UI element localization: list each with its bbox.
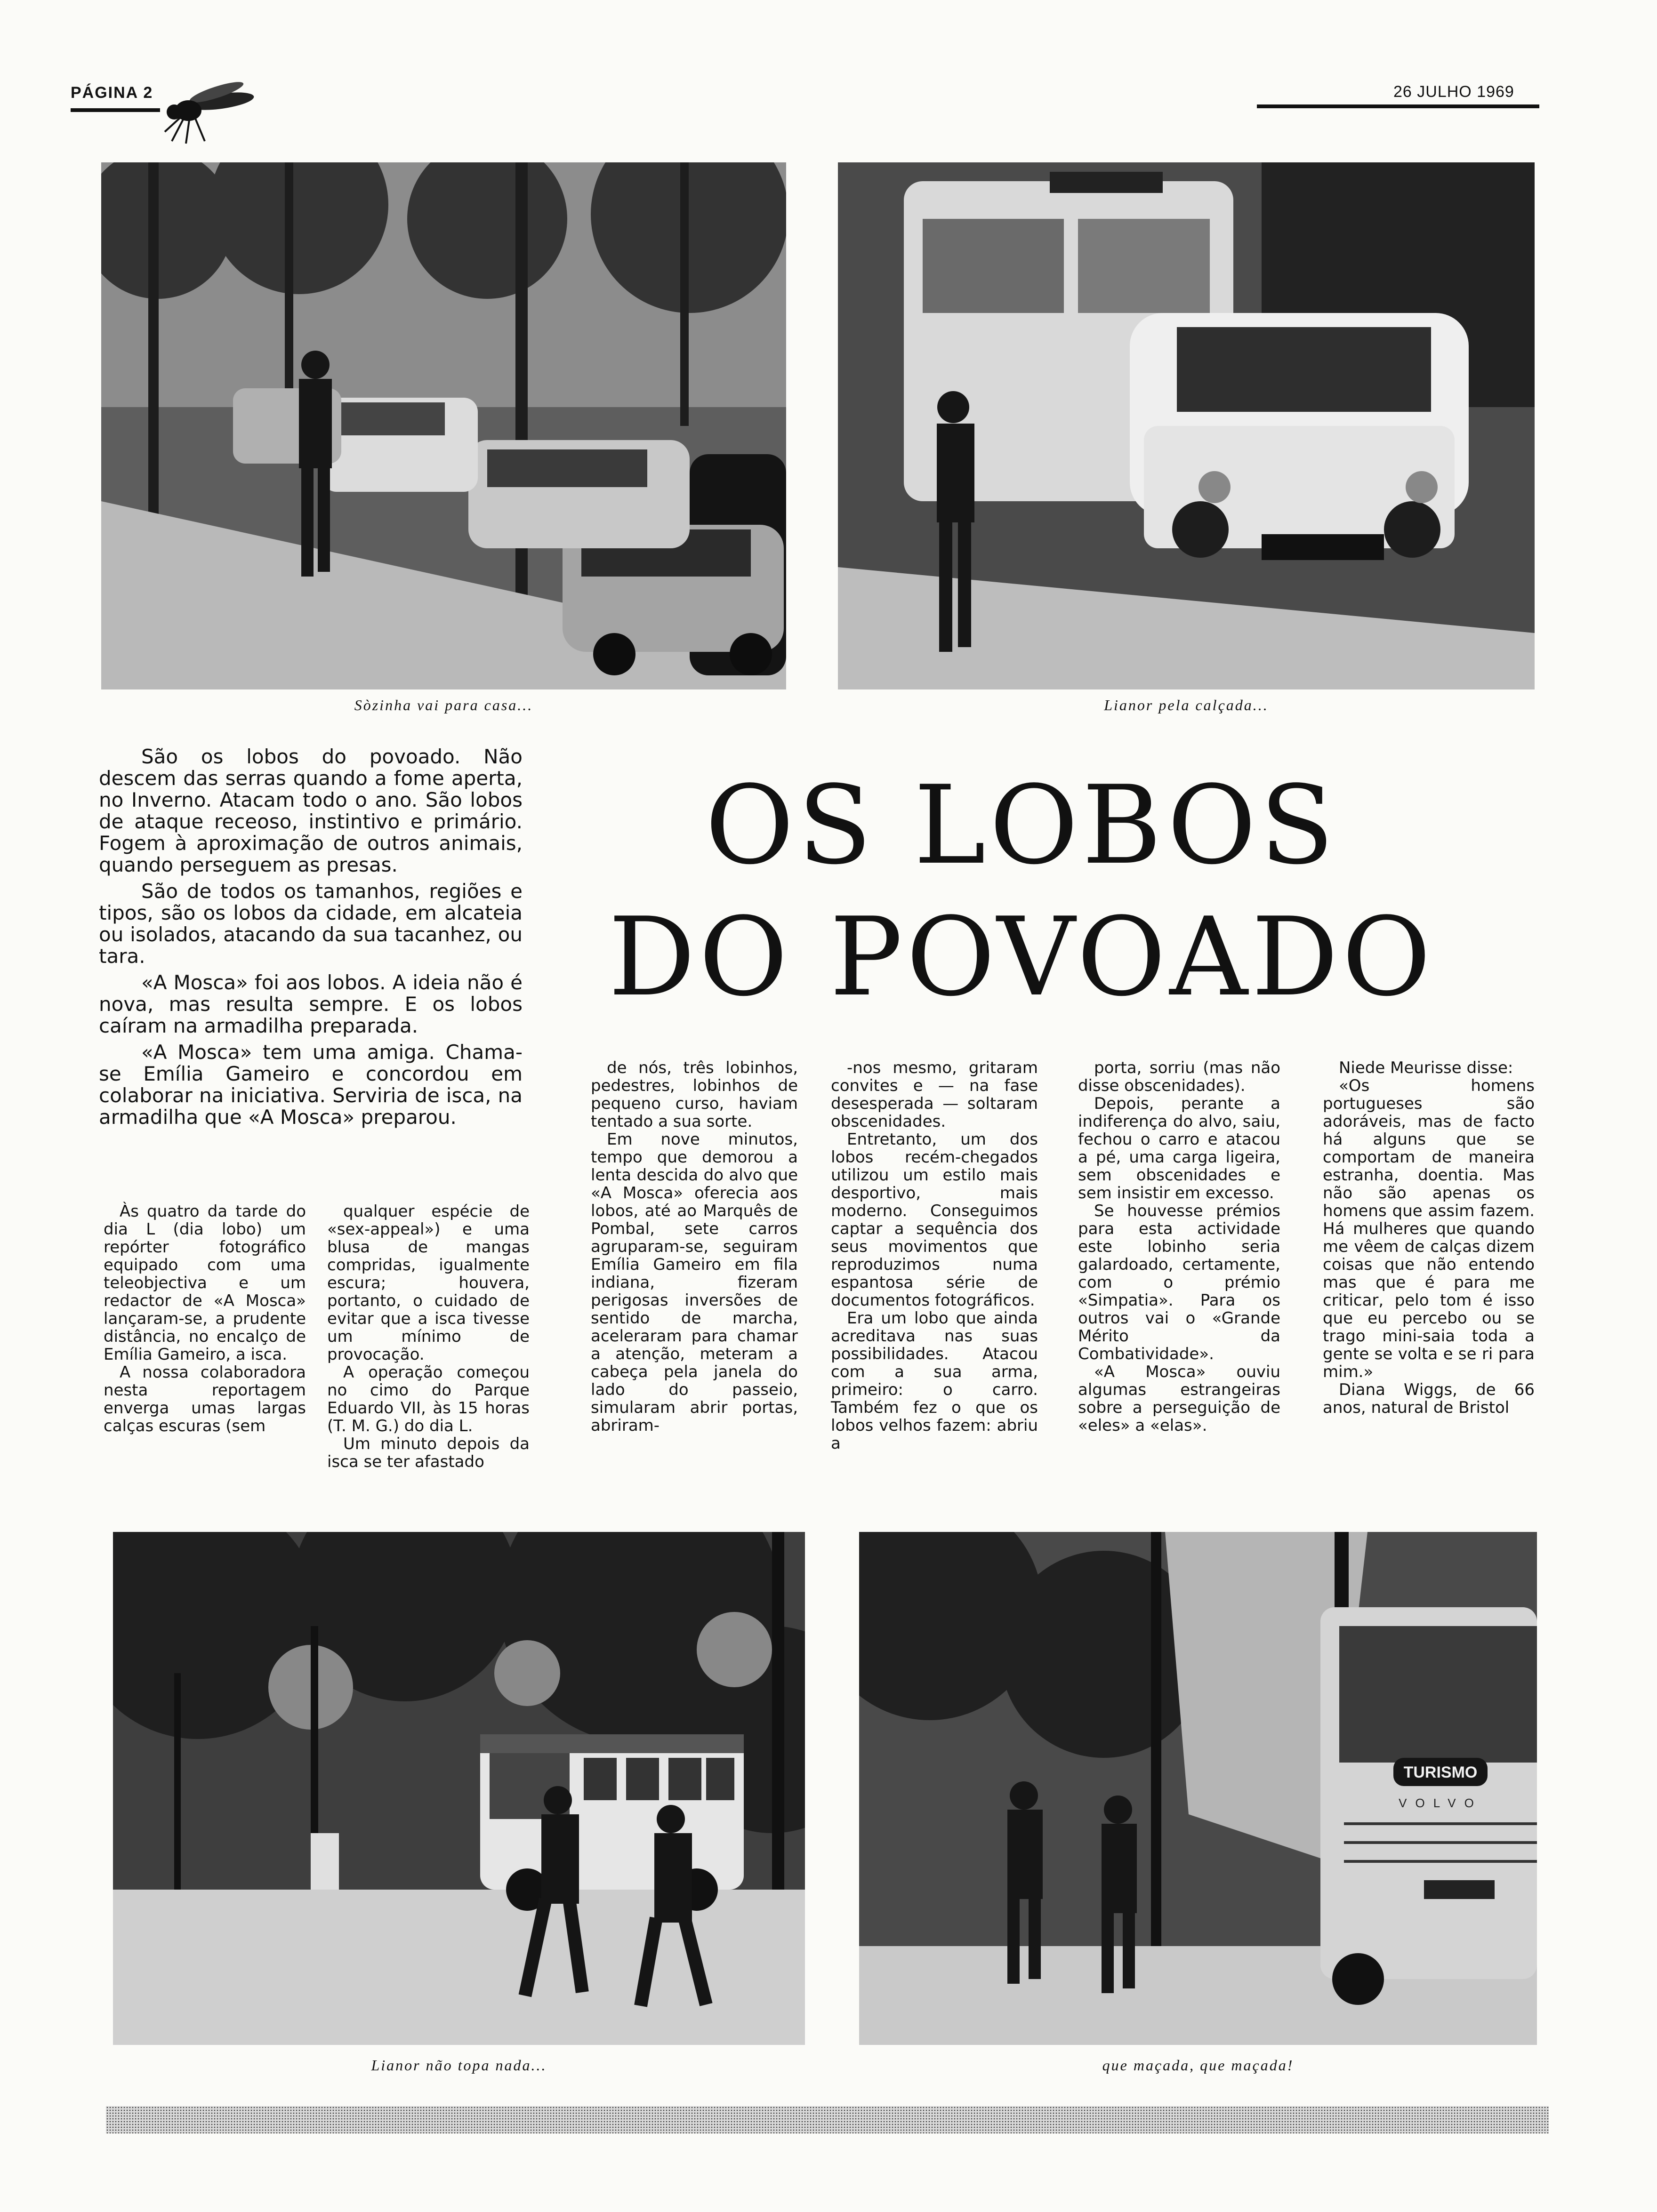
article-column-5 bbox=[1078, 1059, 1280, 1435]
column-paragraph: A operação começou no cimo do Parque Eduardo VII, às 15 horas (T. M. G.) do dia L. bbox=[327, 1363, 530, 1435]
lead-paragraph: «A Mosca» tem uma amiga. Chama-se Emília Gameiro e concordou em colaborar na iniciativa. Serviria de isca, na armadilha que «A Mosca» preparou. bbox=[99, 1041, 523, 1129]
column-paragraph: Um minuto depois da isca se ter afastado bbox=[327, 1435, 530, 1471]
caption-bottom-right: que maçada, que maçada! bbox=[1102, 2057, 1294, 2074]
bus-sign-text: TURISMO bbox=[1403, 1763, 1478, 1781]
column-paragraph: Se houvesse prémios para esta actividade este lobinho seria galardoado, certamente, com o prémio «Simpatia». Para os outros vai o «Grande Mérito da Combatividade». bbox=[1078, 1202, 1280, 1363]
column-paragraph: Depois, perante a indiferença do alvo, saiu, fechou o carro e atacou a pé, uma carga ligeira, sem obscenidades e sem insistir em excesso. bbox=[1078, 1094, 1280, 1202]
photo-woman-near-bus-and-car bbox=[838, 162, 1535, 689]
column-paragraph: Era um lobo que ainda acreditava nas suas possibilidades. Atacou com a sua arma, primeiro: o carro. Também fez o que os lobos velhos fazem: abriu a bbox=[831, 1309, 1038, 1453]
footer-halftone-bar bbox=[106, 2106, 1549, 2133]
column-paragraph: Diana Wiggs, de 66 anos, natural de Bristol bbox=[1323, 1380, 1535, 1417]
header-rule-left bbox=[71, 108, 160, 112]
article-column-4 bbox=[831, 1059, 1038, 1452]
photo-woman-walking-street bbox=[101, 162, 786, 689]
page-number: PÁGINA 2 bbox=[71, 84, 153, 102]
article-lead bbox=[99, 746, 523, 1133]
column-paragraph: «Os homens portugueses são adoráveis, mas de facto há alguns que se comportam de maneira estranha, doentia. Mas não são apenas os homens que assim fazem. Há mulheres que quando me vêem de calças dizem coisas que não entendo mas que é para me criticar, pelo tom é isso que eu percebo ou se trago mini-saia toda a gente se volta e se ri para mim.» bbox=[1323, 1076, 1535, 1381]
column-paragraph: Às quatro da tarde do dia L (dia lobo) um repórter fotográfico equipado com uma teleobjectiva e um redactor de «A Mosca» lançaram-se, a prudente distância, no encalço de Emília Gameiro, a isca. bbox=[104, 1202, 306, 1364]
column-paragraph: de nós, três lobinhos, pedestres, lobinhos de pequeno curso, haviam tentado a sua sorte. bbox=[591, 1058, 798, 1131]
caption-top-right: Lianor pela calçada... bbox=[1104, 697, 1269, 713]
column-paragraph: Niede Meurisse disse: bbox=[1339, 1058, 1513, 1077]
headline-line-1: OS LOBOS bbox=[705, 763, 1338, 889]
header-rule-right bbox=[1257, 104, 1539, 108]
headline-line-2: DO POVOADO bbox=[608, 895, 1435, 1020]
lead-paragraph: São de todos os tamanhos, regiões e tipos, são os lobos da cidade, em alcateia ou isolados, atacando da sua tacanhez, ou tara. bbox=[99, 880, 523, 968]
bus-brand-text: VOLVO bbox=[1399, 1796, 1482, 1810]
column-paragraph: «A Mosca» ouviu algumas estrangeiras sobre a perseguição de «eles» a «elas». bbox=[1078, 1362, 1280, 1435]
photo-couple-walking-park bbox=[113, 1532, 805, 2045]
column-paragraph: A nossa colaboradora nesta reportagem enverga umas largas calças escuras (sem bbox=[104, 1363, 306, 1435]
article-column-6 bbox=[1323, 1059, 1535, 1417]
article-column-2 bbox=[327, 1202, 530, 1471]
article-column-1 bbox=[104, 1202, 306, 1435]
photo-pedestrians-near-tourism-bus bbox=[859, 1532, 1537, 2045]
caption-bottom-left: Lianor não topa nada... bbox=[371, 2057, 547, 2074]
issue-date: 26 JULHO 1969 bbox=[1393, 83, 1514, 101]
column-paragraph: qualquer espécie de «sex-appeal») e uma blusa de mangas compridas, igualmente escura; houvera, portanto, o cuidado de evitar que a isca tivesse um mínimo de provocação. bbox=[327, 1202, 530, 1364]
lead-paragraph: «A Mosca» foi aos lobos. A ideia não é nova, mas resulta sempre. E os lobos caíram na armadilha preparada. bbox=[99, 971, 523, 1037]
column-paragraph: -nos mesmo, gritaram convites e — na fase desesperada — soltaram obscenidades. bbox=[831, 1058, 1038, 1131]
fly-icon bbox=[160, 75, 259, 146]
caption-top-left: Sòzinha vai para casa... bbox=[354, 697, 533, 713]
lead-paragraph: São os lobos do povoado. Não descem das serras quando a fome aperta, no Inverno. Atacam todo o ano. São lobos de ataque receoso, instintivo e primário. Fogem à aproximação de outros animais, quando perseguem as presas. bbox=[99, 745, 523, 876]
column-paragraph: Em nove minutos, tempo que demorou a lenta descida do alvo que «A Mosca» oferecia aos lobos, até ao Marquês de Pombal, sete carros agruparam-se, seguiram Emília Gameiro em fila indiana, fizeram perigosas inversões de sentido de marcha, aceleraram para chamar a atenção, meteram a cabeça pela janela do lado do passeio, simularam abrir portas, abriram- bbox=[591, 1130, 798, 1435]
article-column-3 bbox=[591, 1059, 798, 1435]
column-paragraph: porta, sorriu (mas não disse obscenidades). bbox=[1078, 1058, 1280, 1095]
column-paragraph: Entretanto, um dos lobos recém-chegados utilizou um estilo mais desportivo, mais moderno. Conseguimos captar a sequência dos seus movimentos que reproduzimos numa espantosa série de documentos fotográficos. bbox=[831, 1130, 1038, 1310]
